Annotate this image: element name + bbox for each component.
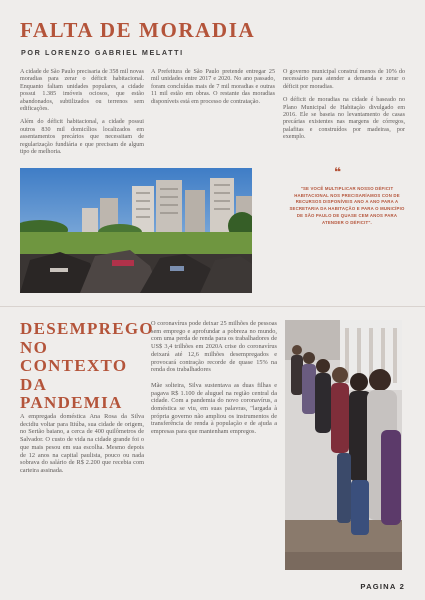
encampment-photo-illustration xyxy=(20,168,252,293)
paragraph: A empregada doméstica Ana Rosa da Silva decidiu voltar para Itiúba, sua cidade de origem, no Sertão baiano, a cerca de 400 quilômetros de Salvador. O custo de vida na cidade grande foi o que mais pesou em sua escolha. Mesmo depois de 12 anos na capital paulista, pouco ou nada sobrava do salário de R$ 2.200 que recebia com carteira assinada. xyxy=(20,413,144,474)
paragraph: Mãe solteira, Silva sustentava as duas filhas e pagava R$ 1.100 de aluguel na região central da cidade. Com a pandemia do novo coronavírus, a doméstica se viu, em suas palavras, "largada à própria governo não ampliou os instrumentos de transferência de renda à população e de ajuda a empresas para que mantenham empregos. xyxy=(151,381,277,436)
paragraph: A Prefeitura de São Paulo pretende entregar 25 mil unidades entre 2017 e 2020. No ano passado, foram concluídas mais de 7 mil moradias e outras 11 mil estão em obras. O restante das moradias disponíveis está em processo de contratação. xyxy=(151,69,275,105)
article-byline: POR LORENZO GABRIEL MELATTI xyxy=(21,48,184,57)
article-title: DESEMPREGO NO CONTEXTO DA PANDEMIA xyxy=(20,319,154,412)
article1-column-2 xyxy=(151,69,275,112)
article1-column-1 xyxy=(20,69,144,162)
pull-quote: "SE VOCÊ MULTIPLICAR NOSSO DÉFICIT HABITACIONAL NOS PRECISARÍAMOS CON DE RECURSOS DISPONÍVEIS ANO A ANO PARA A SECRETARIA DA HABITAÇÃO E PARA O MUNICÍPIO DE SÃO PAULO DE QUASE CEM ANOS PARA ATENDER O DÉFICIT". xyxy=(289,186,405,225)
paragraph: O coronavírus pode deixar 25 milhões de pessoas sem emprego e aprofundar a pobreza no mundo, com uma perda de renda para os trabalhadores de US$ 3,4 trilhões em 2020A crise do coronavírus deixará até 12,6 milhões desempregados e provocará contração recorde de quase 15% na renda dos trabalhadores xyxy=(151,320,277,374)
paragraph: O déficit de moradias na cidade é baseado no Plano Municipal de Habitação divulgado em 2016. Ele se baseia no levantamento de casas precárias existentes nas margens de córregos, palafitas e construídos por madeiras, por exemplo. xyxy=(283,97,405,141)
page-number: PAGINA 2 xyxy=(360,582,405,591)
article-title: FALTA DE MORADIA xyxy=(20,18,256,42)
article1-column-3 xyxy=(283,69,405,148)
paragraph: A cidade de São Paulo precisaria de 358 mil novas moradias para zerar o déficit habitacional. Enquanto faltam unidades populares, a cidade possui 1.385 imóveis ociosos, que estão abandonados, subtilizados ou terrenos sem edificações. xyxy=(20,69,144,113)
encampment-photo xyxy=(20,168,252,293)
quote-icon: ❝ xyxy=(334,165,342,179)
article2-column-2 xyxy=(151,320,277,444)
section-divider xyxy=(0,306,425,307)
paragraph: O governo municipal construí menos de 10% do necessário para atender a demanda e zerar o déficit por moradias. xyxy=(283,69,405,90)
queue-photo xyxy=(285,320,402,570)
queue-photo-illustration xyxy=(285,320,402,570)
paragraph: Além do déficit habitacional, a cidade possui outros 830 mil domicílios localizados em assentamentos precários que necessitam de regularização fundiária e que precisam de algum tipo de melhoria. xyxy=(20,119,144,156)
article2-column-1 xyxy=(20,413,144,481)
